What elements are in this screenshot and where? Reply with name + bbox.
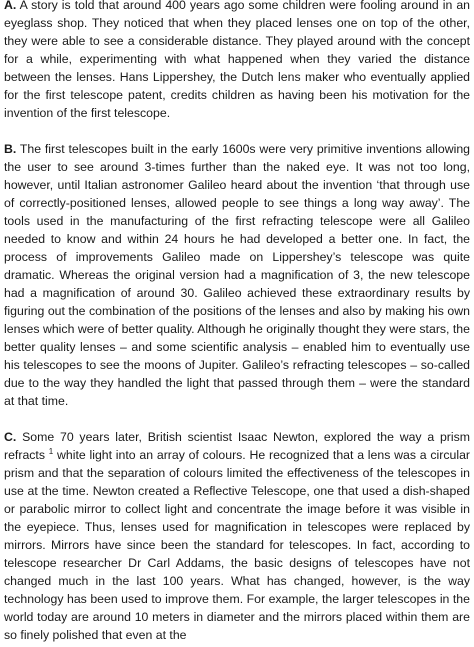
paragraph-c-text-before-footnote: Some 70 years later, British scientist Isaac Newton, explored the way a prism refracts <box>4 430 470 462</box>
footnote-marker: 1 <box>48 446 54 456</box>
paragraph-a-text: A story is told that around 400 years ago some children were fooling around in an eyeglass shop. They noticed that when they placed lenses one on top of the other, they were able to see a considerable distance. They played around with the concept for a while, experimenting with what happened when they varied the distance between the lenses. Hans Lippershey, the Dutch lens maker who eventually applied for the first telescope patent, credits children as having been his motivation for the invention of the first telescope. <box>4 0 470 120</box>
paragraph-c-label: C. <box>4 430 17 444</box>
paragraph-b-text: The first telescopes built in the early 1600s were very primitive inventions allowing the user to see around 3-times further than the naked eye. It was not too long, however, until Italian astronomer Galileo heard about the invention ‘that through use of correctly-positioned lenses, allowed people to see things a long way away’. The tools used in the manufacturing of the first refracting telescope were all Galileo needed to know and within 24 hours he had developed a better one. In fact, the process of improvements Galileo made on Lippershey’s telescope was quite dramatic. Whereas the original version had a magnification of 3, the new telescope had a magnification of around 30. Galileo achieved these extraordinary results by figuring out the combination of the positions of the lenses and also by making his own lenses which were of better quality. Although he originally thought they were stars, the better quality lenses – and some scientific analysis – enabled him to eventually use his telescopes to see the moons of Jupiter. Galileo’s refracting telescopes – so-called due to the way they handled the light that passed through them – were the standard at that time. <box>4 142 470 408</box>
paragraph-c <box>4 428 470 644</box>
paragraph-b <box>4 140 470 410</box>
paragraph-c-text-after-footnote: white light into an array of colours. He recognized that a lens was a circular prism and that the separation of colours limited the effectiveness of the telescopes in use at the time. Newton created a Reflective Telescope, one that used a dish-shaped or parabolic mirror to collect light and concentrate the image before it was visible in the eyepiece. Thus, lenses used for magnification in telescopes were replaced by mirrors. Mirrors have since been the standard for telescopes. In fact, according to telescope researcher Dr Carl Addams, the basic designs of telescopes have not changed much in the last 100 years. What has changed, however, is the way technology has been used to improve them. For example, the larger telescopes in the world today are around 10 meters in diameter and the mirrors placed within them are so finely polished that even at the <box>4 448 471 642</box>
paragraph-a-label: A. <box>4 0 17 12</box>
paragraph-b-label: B. <box>4 142 17 156</box>
paragraph-a <box>4 0 470 122</box>
